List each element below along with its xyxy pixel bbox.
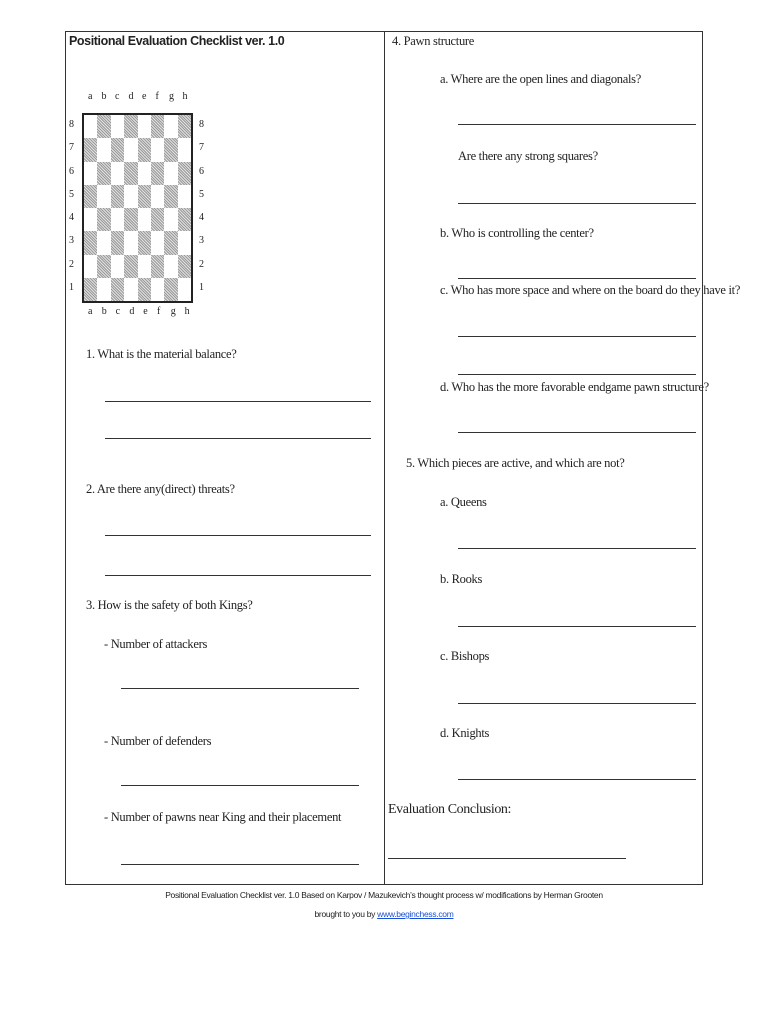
board-square <box>111 185 124 208</box>
board-square <box>164 162 177 185</box>
board-square <box>97 231 110 254</box>
board-square <box>151 115 164 138</box>
board-square <box>164 231 177 254</box>
file-label-bottom: a <box>88 306 93 317</box>
rank-label-left: 3 <box>69 235 74 247</box>
board-square <box>84 185 97 208</box>
subquestion-knights: d. Knights <box>440 726 490 740</box>
board-square <box>164 138 177 161</box>
file-label-top: c <box>115 91 120 102</box>
board-square <box>97 278 110 301</box>
board-square <box>111 115 124 138</box>
file-label-bottom: e <box>143 306 148 317</box>
file-label-bottom: h <box>184 306 190 317</box>
board-square <box>138 255 151 278</box>
board-square <box>124 115 137 138</box>
board-square <box>111 208 124 231</box>
rank-label-right: 4 <box>199 212 204 223</box>
subquestion-pawns-near-king: - Number of pawns near King and their placement <box>104 810 342 824</box>
board-square <box>111 138 124 161</box>
board-square <box>138 185 151 208</box>
question-threats: 2. Are there any(direct) threats? <box>86 482 235 496</box>
answer-line <box>458 124 696 125</box>
board-square <box>138 208 151 231</box>
answer-line <box>458 432 696 433</box>
answer-line <box>458 278 696 279</box>
board-square <box>151 138 164 161</box>
board-square <box>151 208 164 231</box>
board-square <box>178 278 191 301</box>
rank-label-left: 6 <box>69 165 74 177</box>
board-square <box>97 162 110 185</box>
board-square <box>84 255 97 278</box>
subquestion-attackers: - Number of attackers <box>104 637 208 651</box>
answer-line <box>105 535 371 536</box>
file-label-top: b <box>101 91 107 102</box>
answer-line <box>121 785 359 786</box>
rank-label-left: 2 <box>69 258 74 270</box>
file-label-bottom: c <box>115 306 121 317</box>
rank-label-left: 7 <box>69 142 74 154</box>
board-square <box>164 278 177 301</box>
subquestion-queens: a. Queens <box>440 495 487 509</box>
board-square <box>178 208 191 231</box>
board-square <box>151 231 164 254</box>
file-label-bottom: d <box>129 306 135 317</box>
footer-prefix: brought to you by <box>314 909 378 919</box>
board-square <box>124 185 137 208</box>
answer-line <box>458 703 696 704</box>
rank-label-right: 5 <box>199 188 204 200</box>
board-square <box>111 231 124 254</box>
file-label-top: a <box>88 91 93 102</box>
board-square <box>97 185 110 208</box>
board-square <box>151 162 164 185</box>
answer-line <box>458 548 696 549</box>
board-square <box>124 208 137 231</box>
board-square <box>164 208 177 231</box>
board-square <box>111 162 124 185</box>
answer-line <box>105 575 371 576</box>
footer-attribution <box>0 909 768 919</box>
answer-line <box>458 374 696 375</box>
board-square <box>138 115 151 138</box>
subquestion-rooks: b. Rooks <box>440 572 483 586</box>
rank-label-right: 1 <box>199 281 204 293</box>
conclusion-answer-line <box>388 858 626 859</box>
board-square <box>138 278 151 301</box>
board-square <box>151 278 164 301</box>
board-square <box>178 162 191 185</box>
rank-label-right: 3 <box>199 235 204 247</box>
rank-label-left: 5 <box>69 188 74 200</box>
file-label-bottom: f <box>157 306 161 317</box>
question-king-safety: 3. How is the safety of both Kings? <box>86 598 253 612</box>
board-square <box>178 138 191 161</box>
question-material-balance: 1. What is the material balance? <box>86 347 237 361</box>
file-label-bottom: b <box>101 306 107 317</box>
rank-label-right: 2 <box>199 258 204 270</box>
question-active-pieces: 5. Which pieces are active, and which are not? <box>406 456 625 470</box>
board-square <box>84 278 97 301</box>
board-square <box>178 185 191 208</box>
answer-line <box>458 336 696 337</box>
rank-label-right: 7 <box>199 142 204 154</box>
beginchess-link[interactable]: www.beginchess.com <box>377 909 454 919</box>
board-square <box>124 231 137 254</box>
board-square <box>84 138 97 161</box>
file-label-top: f <box>155 91 159 102</box>
subquestion-endgame-pawns: d. Who has the more favorable endgame pawn structure? <box>440 380 709 394</box>
board-square <box>97 138 110 161</box>
board-square <box>124 162 137 185</box>
board-square <box>124 255 137 278</box>
evaluation-conclusion-label: Evaluation Conclusion: <box>388 802 512 817</box>
rank-label-left: 8 <box>69 119 74 130</box>
subquestion-center: b. Who is controlling the center? <box>440 226 594 240</box>
board-square <box>178 115 191 138</box>
answer-line <box>121 688 359 689</box>
answer-line <box>458 203 696 204</box>
answer-line <box>121 864 359 865</box>
board-square <box>97 255 110 278</box>
rank-label-left: 4 <box>69 212 74 223</box>
board-square <box>84 162 97 185</box>
answer-line <box>105 438 371 439</box>
board-square <box>151 185 164 208</box>
column-divider <box>384 31 385 885</box>
file-label-top: h <box>182 91 188 102</box>
footer-credits: Positional Evaluation Checklist ver. 1.0 Based on Karpov / Mazukevich’s thought process w/ modifications by Herman Grooten <box>165 890 603 900</box>
board-square <box>124 278 137 301</box>
board-square <box>124 138 137 161</box>
subquestion-defenders: - Number of defenders <box>104 734 212 748</box>
file-label-top: g <box>169 91 174 102</box>
subquestion-open-lines: a. Where are the open lines and diagonals? <box>440 72 641 86</box>
board-square <box>151 255 164 278</box>
rank-label-left: 1 <box>69 281 74 293</box>
page-title: Positional Evaluation Checklist ver. 1.0 <box>69 34 285 48</box>
board-square <box>97 115 110 138</box>
answer-line <box>458 626 696 627</box>
board-square <box>178 231 191 254</box>
board-square <box>84 208 97 231</box>
file-label-top: e <box>142 91 147 102</box>
file-label-bottom: g <box>170 306 176 317</box>
chessboard-diagram <box>82 113 193 303</box>
answer-line <box>105 401 371 402</box>
subquestion-strong-squares: Are there any strong squares? <box>458 149 598 163</box>
file-label-top: d <box>128 91 134 102</box>
board-square <box>164 185 177 208</box>
rank-label-right: 6 <box>199 165 204 177</box>
subquestion-space: c. Who has more space and where on the board do they have it? <box>440 283 741 297</box>
board-square <box>138 138 151 161</box>
board-square <box>97 208 110 231</box>
board-square <box>84 115 97 138</box>
board-square <box>164 115 177 138</box>
board-square <box>84 231 97 254</box>
board-square <box>138 231 151 254</box>
rank-label-right: 8 <box>199 119 204 130</box>
answer-line <box>458 779 696 780</box>
board-square <box>111 278 124 301</box>
question-pawn-structure: 4. Pawn structure <box>392 34 475 48</box>
board-square <box>164 255 177 278</box>
board-square <box>111 255 124 278</box>
subquestion-bishops: c. Bishops <box>440 649 490 663</box>
board-square <box>138 162 151 185</box>
board-square <box>178 255 191 278</box>
